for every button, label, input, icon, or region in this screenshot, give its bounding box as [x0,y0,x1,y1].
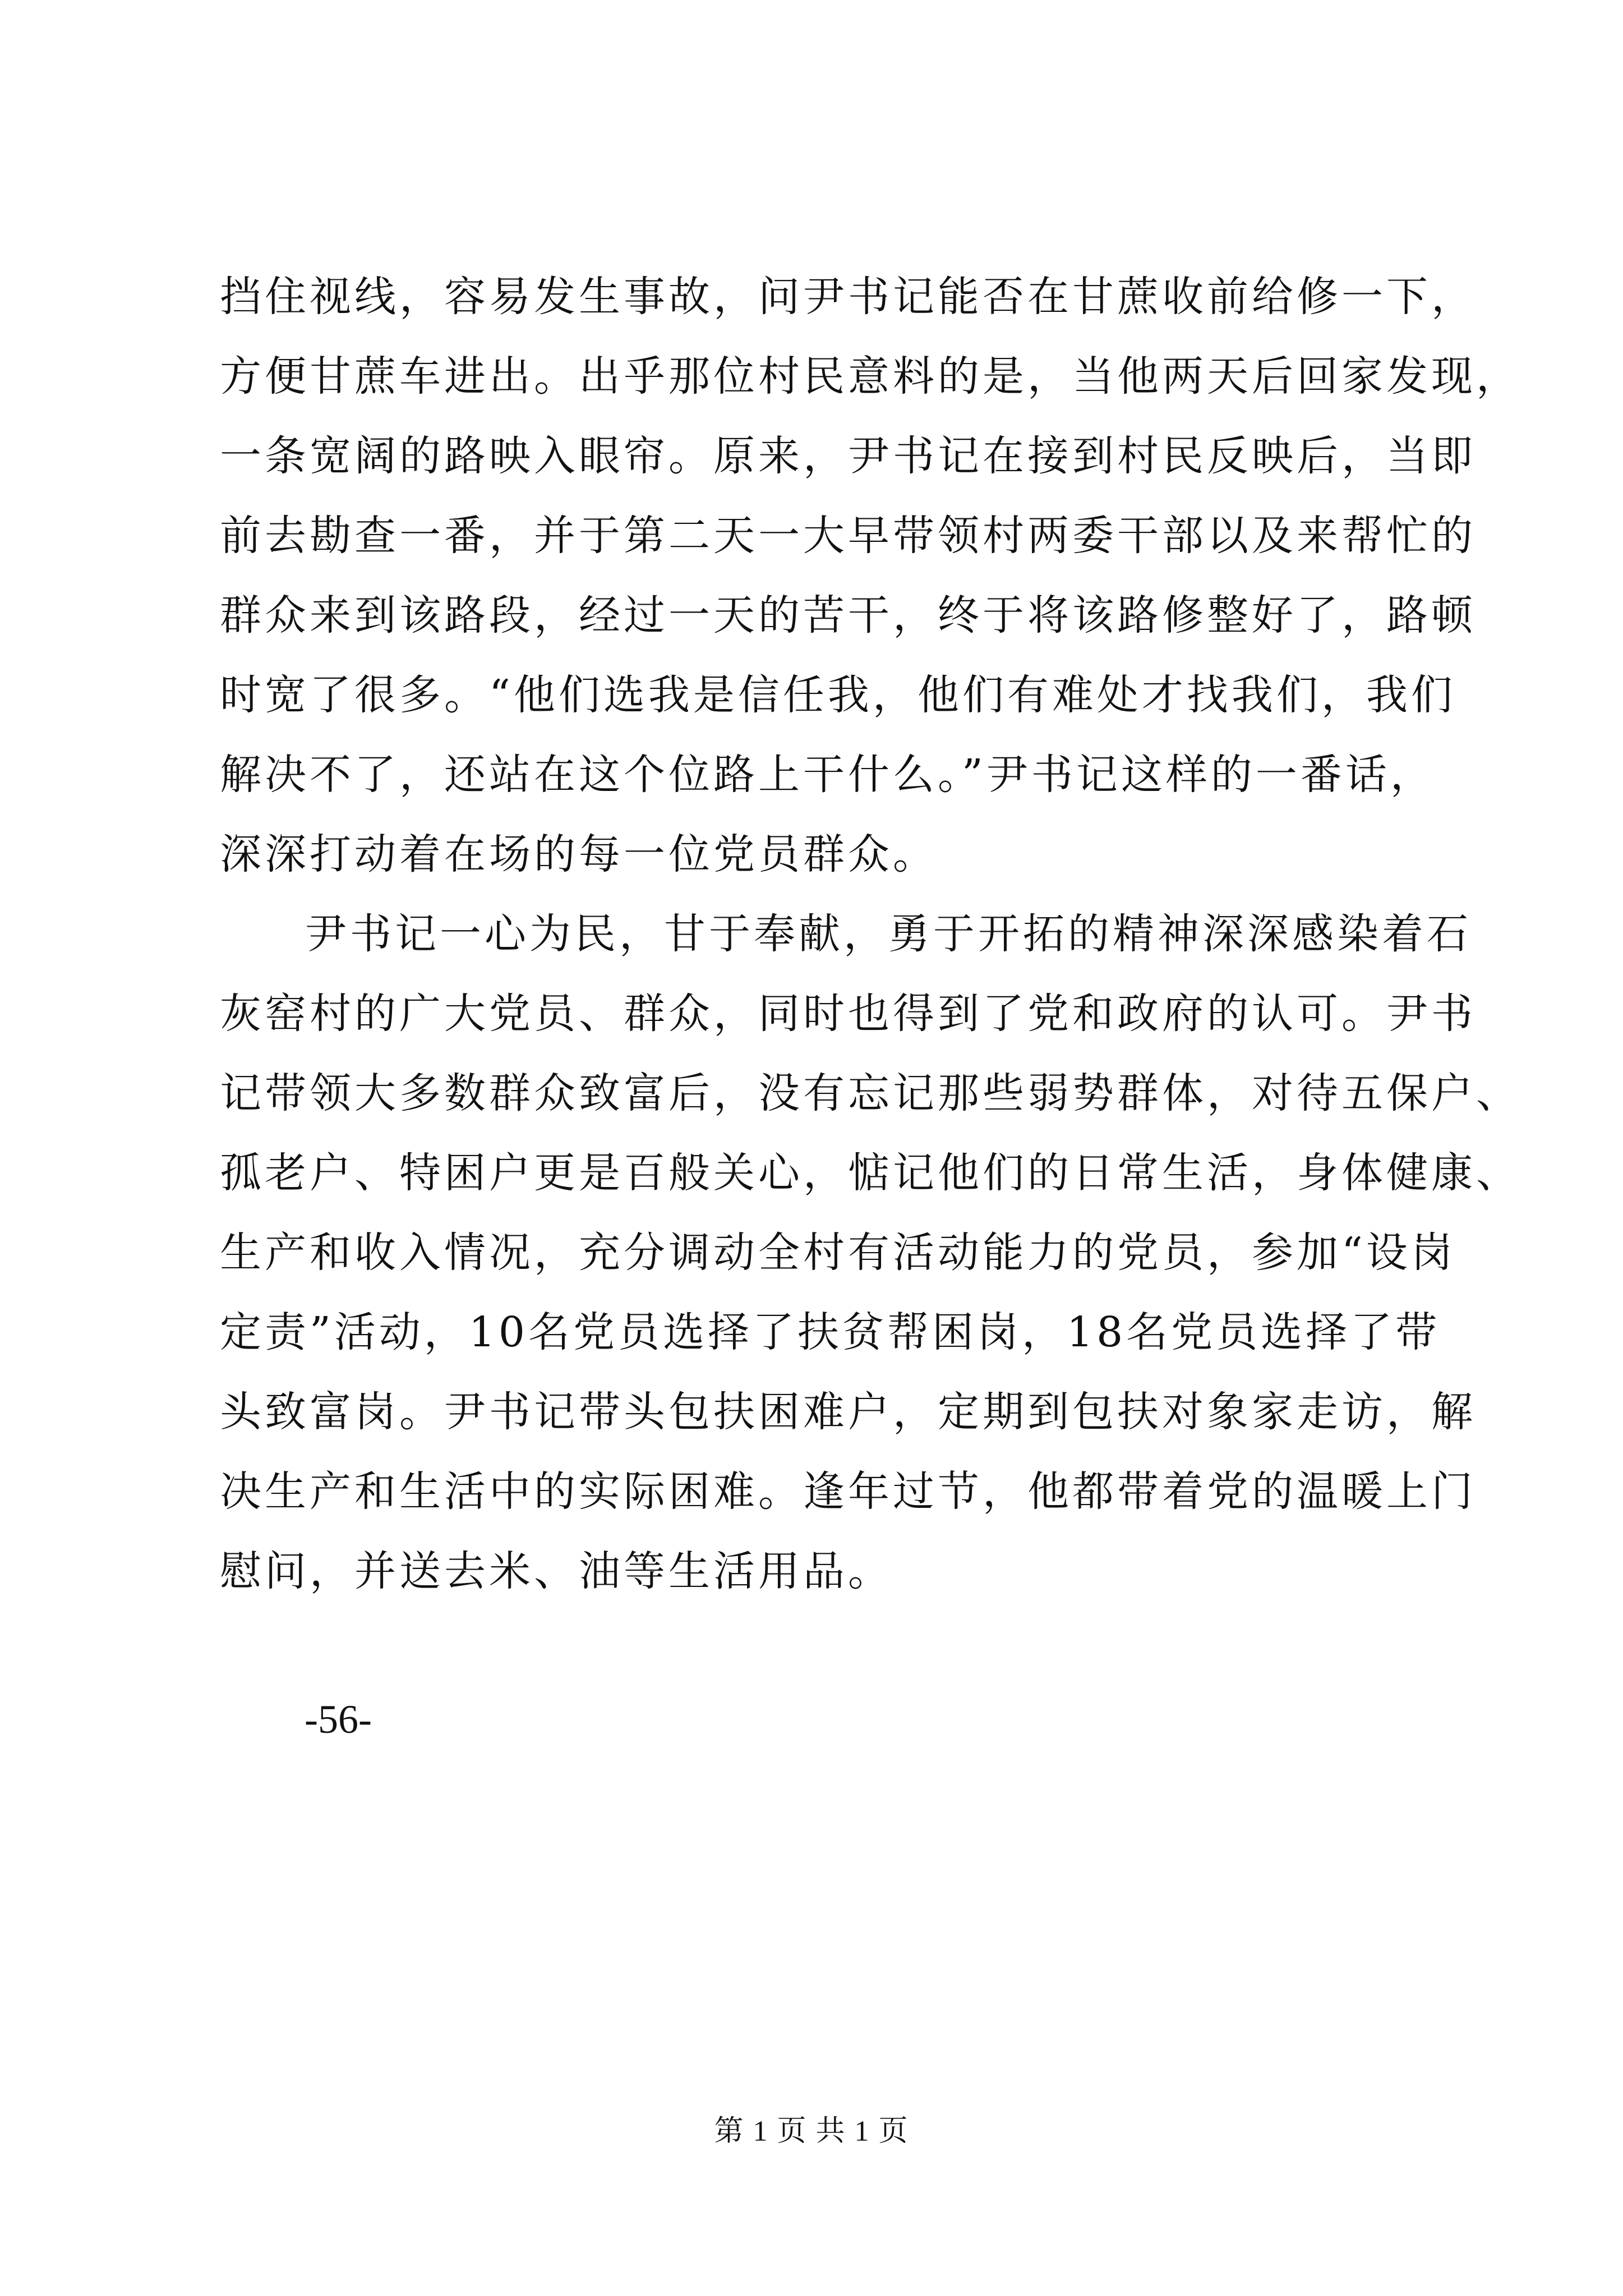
text-line: 头致富岗。尹书记带头包扶困难户，定期到包扶对象家走访，解 [220,1388,1476,1436]
text-line: 解决不了，还站在这个位路上干什么。”尹书记这样的一番话， [220,751,1435,799]
text-line: 方便甘蔗车进出。出乎那位村民意料的是，当他两天后回家发现， [220,352,1521,401]
text-line: 时宽了很多。“他们选我是信任我，他们有难处才找我们，我们 [220,671,1456,719]
text-line: 定责”活动，10名党员选择了扶贫帮困岗，18名党员选择了带 [220,1308,1441,1356]
body-text [220,257,1521,1611]
inline-page-number: -56- [305,1697,372,1742]
text-line: 慰问，并送去米、油等生活用品。 [220,1547,893,1595]
text-line: 挡住视线，容易发生事故，问尹书记能否在甘蔗收前给修一下， [220,273,1476,321]
text-line: 前去勘查一番，并于第二天一大早带领村两委干部以及来帮忙的 [220,512,1476,560]
text-line: 群众来到该路段，经过一天的苦干，终于将该路修整好了，路顿 [220,591,1476,639]
page-footer: 第 1 页 共 1 页 [714,2115,909,2147]
text-line: 生产和收入情况，充分调动全村有活动能力的党员，参加“设岗 [220,1228,1456,1277]
text-line: 深深打动着在场的每一位党员群众。 [220,830,938,878]
text-line: 一条宽阔的路映入眼帘。原来，尹书记在接到村民反映后，当即 [220,432,1476,480]
text-line: 决生产和生活中的实际困难。逢年过节，他都带着党的温暖上门 [220,1467,1476,1516]
text-line: 孤老户、特困户更是百般关心，惦记他们的日常生活，身体健康、 [220,1149,1521,1197]
text-line: 灰窑村的广大党员、群众，同时也得到了党和政府的认可。尹书 [220,990,1476,1038]
paragraph-start-line: 尹书记一心为民，甘于奉献，勇于开拓的精神深深感染着石 [305,910,1472,958]
text-line: 记带领大多数群众致富后，没有忘记那些弱势群体，对待五保户、 [220,1069,1521,1117]
